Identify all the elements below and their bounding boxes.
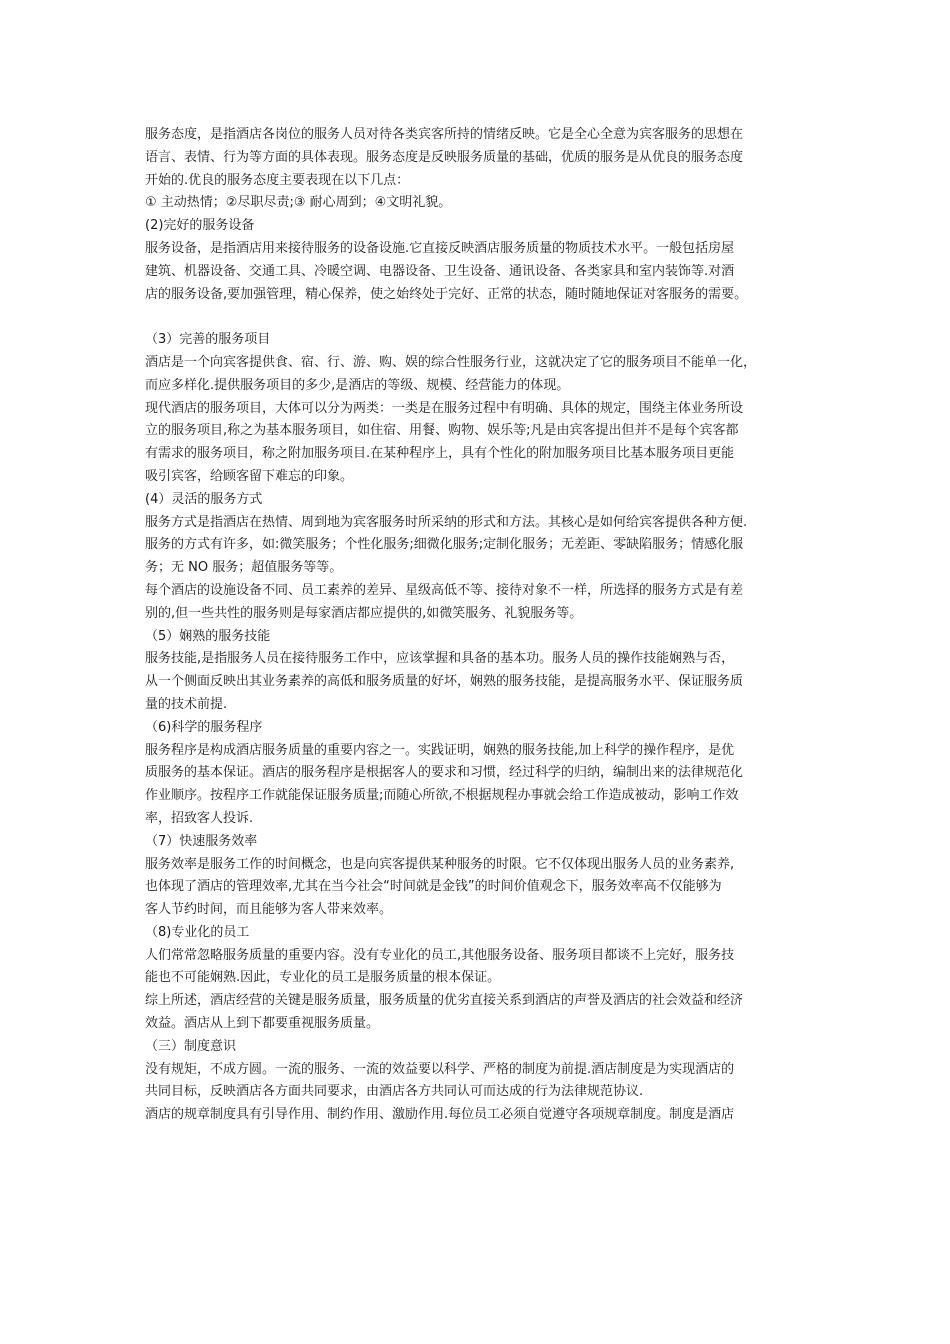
text-line: 有需求的服务项目，称之附加服务项目.在某种程序上，具有个性化的附加服务项目比基本服务项目更能 [145, 446, 735, 462]
paragraph [145, 352, 825, 398]
text-line: 吸引宾客，给顾客留下难忘的印象。 [145, 468, 354, 484]
text-line: 没有规矩，不成方圆。一流的服务、一流的效益要以科学、严格的制度为前提.酒店制度是为实现酒店的 [145, 1061, 735, 1077]
section-heading: （3）完善的服务项目 [145, 332, 271, 348]
text-line: 语言、表情、行为等方面的具体表现。服务态度是反映服务质量的基础，优质的服务是从优良的服务态度 [145, 149, 744, 165]
text-line: 能也不可能娴熟.因此，专业化的员工是服务质量的根本保证。 [145, 970, 501, 986]
text-line: 服务技能,是指服务人员在接待服务工作中，应该掌握和具备的基本功。服务人员的操作技能娴熟与否， [145, 651, 735, 667]
paragraph [145, 854, 825, 922]
paragraph [145, 192, 825, 215]
text-line: 服务设备，是指酒店用来接待服务的设备设施.它直接反映酒店服务质量的物质技术水平。一般包括房屋 [145, 240, 735, 256]
paragraph [145, 124, 825, 192]
paragraph [145, 740, 825, 831]
text-line: ① 主动热情；②尽职尽责;③ 耐心周到；④文明礼貌。 [145, 195, 452, 211]
text-line: 服务态度，是指酒店各岗位的服务人员对待各类宾客所持的情绪反映。它是全心全意为宾客服务的思想在 [145, 127, 744, 142]
text-line: 建筑、机器设备、交通工具、冷暖空调、电器设备、卫生设备、通讯设备、各类家具和室内装饰等.对酒 [145, 263, 735, 279]
text-line: 综上所述，酒店经营的关键是服务质量，服务质量的优劣直接关系到酒店的声誉及酒店的社会效益和经济 [145, 993, 744, 1009]
section-heading: （三）制度意识 [145, 1038, 237, 1054]
text-line: 服务程序是构成酒店服务质量的重要内容之一。实践证明，娴熟的服务技能,加上科学的操作程序，是优 [145, 742, 735, 758]
section-heading: （8)专业化的员工 [145, 924, 250, 940]
document-page [145, 124, 825, 1127]
text-line: 每个酒店的设施设备不同、员工素养的差异、星级高低不等、接待对象不一样，所选择的服务方式是有差 [145, 582, 744, 598]
text-line: 服务效率是服务工作的时间概念，也是向宾客提供某种服务的时限。它不仅体现出服务人员的业务素养, [145, 856, 735, 872]
section-heading: (2)完好的服务设备 [145, 218, 255, 234]
text-line: 人们常常忽略服务质量的重要内容。没有专业化的员工,其他服务设备、服务项目都谈不上完好，服务技 [145, 947, 735, 963]
text-line: 酒店是一个向宾客提供食、宿、行、游、购、娱的综合性服务行业，这就决定了它的服务项目不能单一化， [145, 354, 757, 370]
text-line: 量的技术前提. [145, 696, 228, 712]
text-line: 效益。酒店从上到下都要重视服务质量。 [145, 1016, 380, 1032]
text-line: 店的服务设备,要加强管理，精心保养，使之始终处于完好、正常的状态，随时随地保证对客服务的需要。 [145, 286, 748, 302]
text-line: 质服务的基本保证。酒店的服务程序是根据客人的要求和习惯，经过科学的归纳，编制出来的法律规范化 [145, 765, 744, 781]
text-line: 服务方式是指酒店在热情、周到地为宾客服务时所采纳的形式和方法。其核心是如何给宾客提供各种方便. [145, 514, 748, 530]
text-line: 也体现了酒店的管理效率,尤其在当今社会“时间就是金钱”的时间价值观念下，服务效率高不仅能够为 [145, 879, 722, 895]
text-line: 服务的方式有许多，如:微笑服务；个性化服务;细微化服务;定制化服务；无差距、零缺陷服务；情感化服 [145, 537, 744, 553]
text-line: 务；无 NO 服务；超值服务等等。 [145, 560, 343, 576]
paragraph-gap [145, 306, 825, 329]
paragraph [145, 398, 825, 489]
paragraph [145, 1059, 825, 1105]
paragraph [145, 648, 825, 716]
paragraph [145, 580, 825, 626]
text-line: 别的,但一些共性的服务则是每家酒店都应提供的,如微笑服务、礼貌服务等。 [145, 605, 583, 621]
text-line: 客人节约时间，而且能够为客人带来效率。 [145, 902, 393, 918]
section-heading: （7）快速服务效率 [145, 833, 258, 849]
section-heading: （5）娴熟的服务技能 [145, 628, 271, 644]
section-heading: (4）灵活的服务方式 [145, 491, 263, 507]
paragraph [145, 990, 825, 1036]
text-line: 共同目标，反映酒店各方面共同要求，由酒店各方共同认可而达成的行为法律规范协议. [145, 1084, 644, 1100]
paragraph [145, 512, 825, 580]
text-line: 作业顺序。按程序工作就能保证服务质量;而随心所欲,不根据规程办事就会给工作造成被动，影响工作效 [145, 788, 739, 804]
text-line: 酒店的规章制度具有引导作用、制约作用、激励作用.每位员工必须自觉遵守各项规章制度。制度是酒店 [145, 1107, 735, 1123]
paragraph [145, 238, 825, 306]
text-line: 率，招致客人投诉. [145, 810, 254, 826]
text-line: 立的服务项目,称之为基本服务项目，如住宿、用餐、购物、娱乐等;凡是由宾客提出但并不是每个宾客都 [145, 423, 739, 439]
section-heading: （6)科学的服务程序 [145, 719, 263, 735]
text-line: 现代酒店的服务项目，大体可以分为两类：一类是在服务过程中有明确、具体的规定，围绕主体业务所设 [145, 400, 744, 416]
text-line: 从一个侧面反映出其业务素养的高低和服务质量的好坏，娴熟的服务技能，是提高服务水平、保证服务质 [145, 674, 744, 690]
text-line: 开始的.优良的服务态度主要表现在以下几点： [145, 172, 410, 188]
paragraph [145, 945, 825, 991]
paragraph [145, 1104, 825, 1127]
text-line: 而应多样化.提供服务项目的多少,是酒店的等级、规模、经营能力的体现。 [145, 377, 570, 393]
